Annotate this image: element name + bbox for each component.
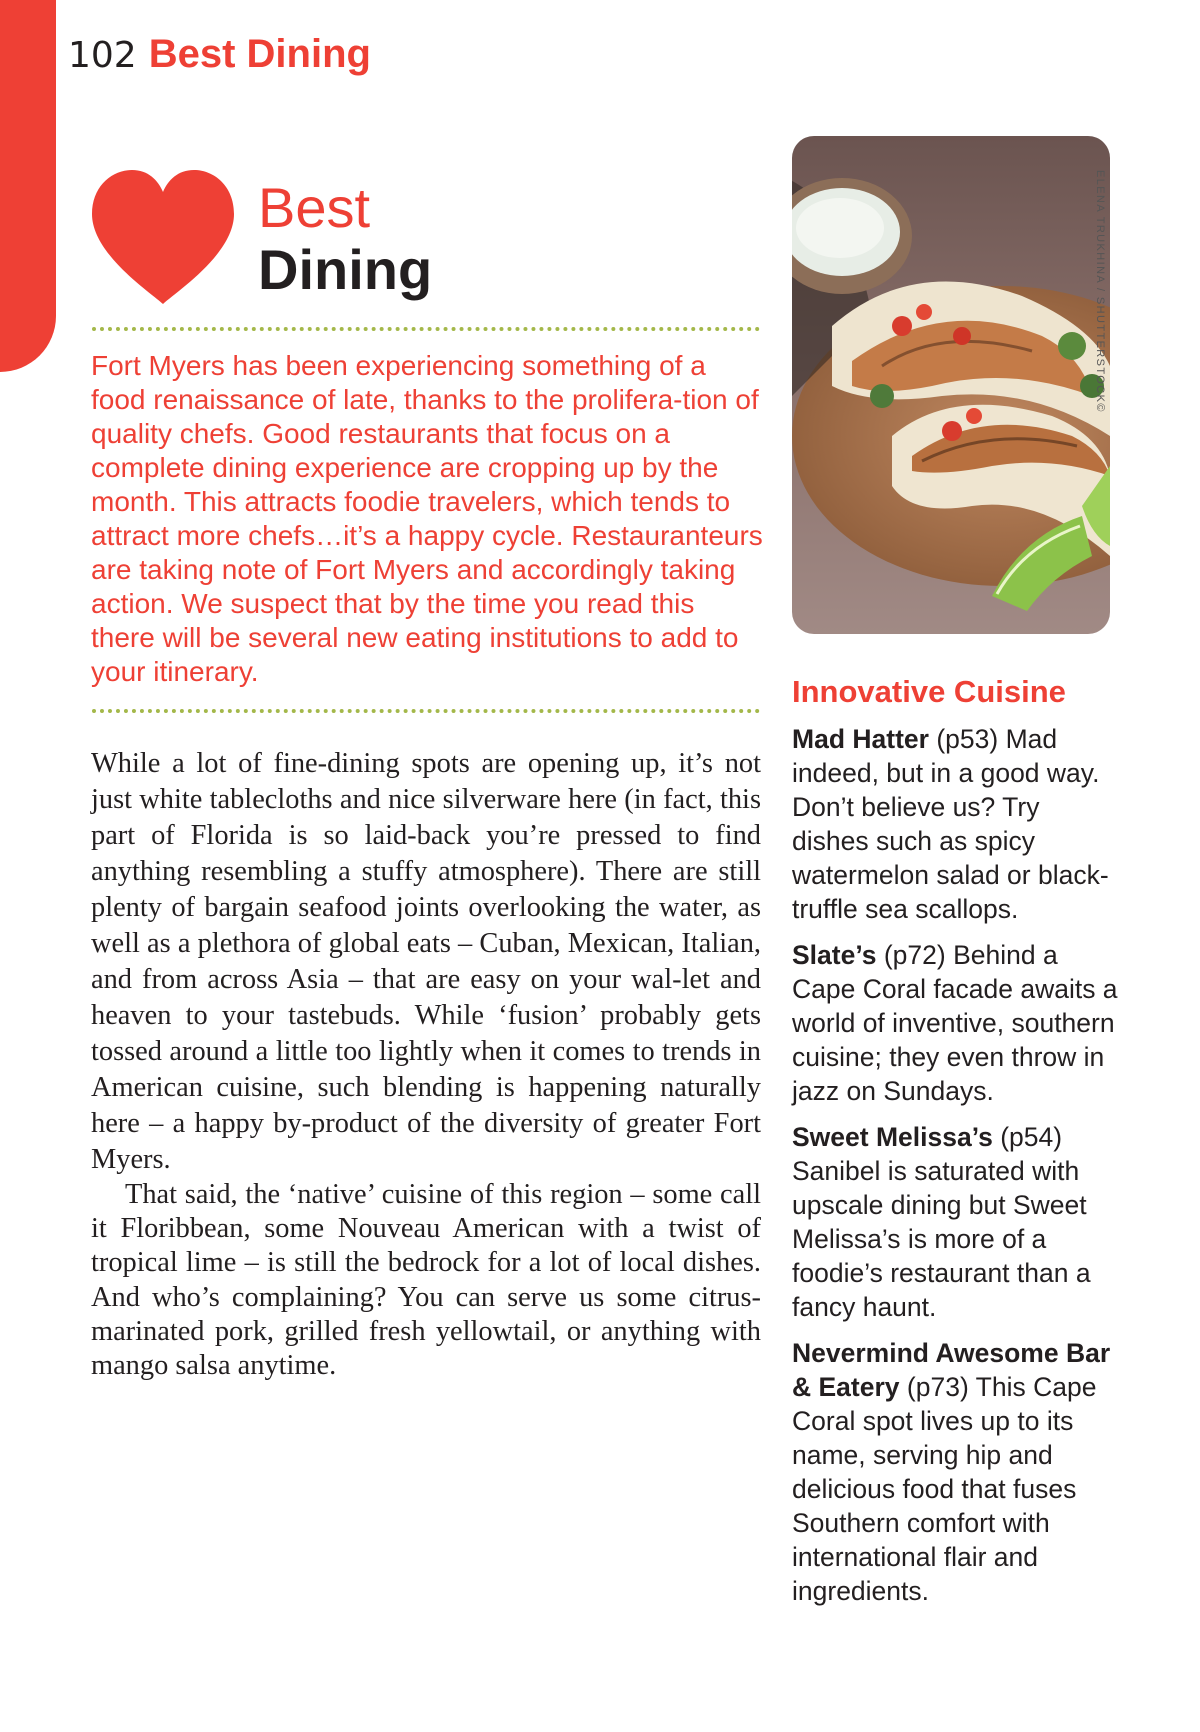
list-item bbox=[792, 1336, 1122, 1608]
page-edge-tab bbox=[0, 0, 56, 372]
heart-icon bbox=[90, 168, 236, 306]
restaurant-name: Mad Hatter bbox=[792, 724, 929, 754]
page-title-bold: Dining bbox=[258, 238, 433, 301]
restaurant-name: Sweet Melissa’s bbox=[792, 1122, 993, 1152]
list-item bbox=[792, 1120, 1122, 1324]
running-head bbox=[68, 30, 371, 80]
dotted-rule-bottom bbox=[92, 709, 760, 713]
list-item bbox=[792, 722, 1122, 926]
restaurant-description: Mad indeed, but in a good way. Don’t believe us? Try dishes such as spicy watermelon salad or black-truffle sea scallops. bbox=[792, 724, 1109, 924]
page-reference: (p73) bbox=[906, 1372, 969, 1402]
running-head-section: Best Dining bbox=[148, 32, 371, 76]
page-title-light: Best bbox=[258, 176, 371, 239]
page-reference: (p72) bbox=[883, 940, 946, 970]
restaurant-description: Behind a Cape Coral facade awaits a world of inventive, southern cuisine; they even throw in jazz on Sundays. bbox=[792, 940, 1118, 1106]
tacos-photo bbox=[792, 136, 1110, 634]
page-reference: (p53) bbox=[936, 724, 999, 754]
photo-credit: ELENA TRUKHINA / SHUTTERSTOCK© bbox=[1094, 170, 1106, 413]
body-paragraph-2: That said, the ‘native’ cuisine of this region – some call it Floribbean, some Nouveau American with a twist of tropical lime – is still the bedrock for a lot of local dishes. And who’s complaining? You can serve us some citrus-marinated pork, grilled fresh yellowtail, or anything with mango salsa anytime. bbox=[91, 1179, 761, 1382]
restaurant-list bbox=[792, 722, 1122, 1620]
sidebar-title: Innovative Cuisine bbox=[792, 674, 1066, 709]
restaurant-name: Nevermind Awesome Bar & Eatery bbox=[792, 1338, 1111, 1402]
restaurant-description: Sanibel is saturated with upscale dining but Sweet Melissa’s is more of a foodie’s restaurant than a fancy haunt. bbox=[792, 1156, 1091, 1322]
dotted-rule-top bbox=[92, 327, 760, 331]
body-paragraph-1: While a lot of fine-dining spots are opening up, it’s not just white tablecloths and nice silverware here (in fact, this part of Florida is so laid-back you’re pressed to find anything resembling a stuffy atmosphere). There are still plenty of bargain seafood joints overlooking the water, as well as a plethora of global eats – Cuban, Mexican, Italian, and from across Asia – that are easy on your wal-let and heaven to your tastebuds. While ‘fusion’ probably gets tossed around a little too lightly when it comes to trends in American cuisine, such blending is happening naturally here – a happy by-product of the diversity of greater Fort Myers. bbox=[91, 748, 761, 1175]
body-text bbox=[91, 746, 761, 1383]
restaurant-description: This Cape Coral spot lives up to its name, serving hip and delicious food that fuses Southern comfort with international flair and ingredients. bbox=[792, 1372, 1097, 1606]
intro-paragraph: Fort Myers has been experiencing something of a food renaissance of late, thanks to the prolifera-tion of quality chefs. Good restaurants that focus on a complete dining experience are cropping up by the month. This attracts foodie travelers, which tends to attract more chefs…it’s a happy cycle. Restauranteurs are taking note of Fort Myers and accordingly taking action. We suspect that by the time you read this there will be several new eating institutions to add to your itinerary. bbox=[91, 350, 763, 687]
list-item bbox=[792, 938, 1122, 1108]
page-number: 102 bbox=[68, 35, 137, 76]
page-reference: (p54) bbox=[1000, 1122, 1063, 1152]
restaurant-name: Slate’s bbox=[792, 940, 877, 970]
